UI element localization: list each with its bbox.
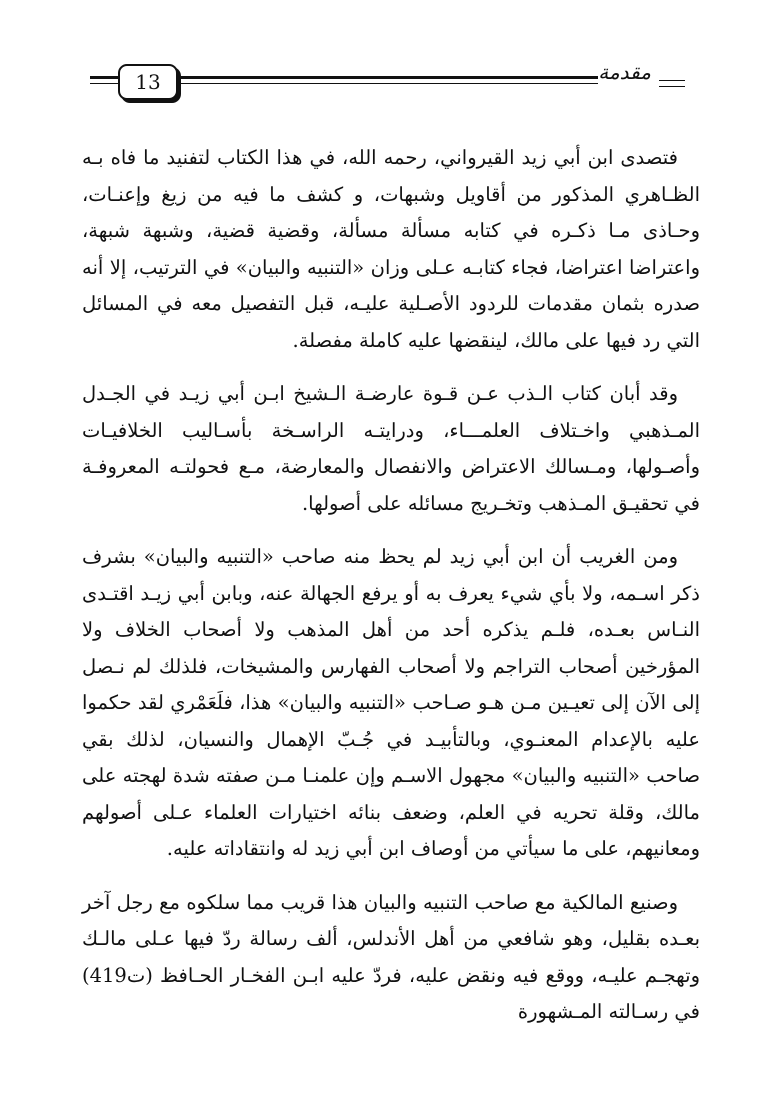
paragraph: فتصدى ابن أبي زيد القيرواني، رحمه الله، في هذا الكتاب لتفنيد ما فاه بـه الظـاهري المذكور من أقاويل وشبهات، و كشف ما فيه من زيغ وإعنـات، وحـاذى مـا ذكـره في كتابه مسألة مسألة، وقضية قضية، وشبهة شبهة، واعتراضا اعتراضا، فجاء كتابـه عـلى وزان «التنبيه والبيان» في الترتيب، إلا أنه صدره بثمان مقدمات للردود الأصـلية عليـه، قبل التفصيل معه في المسائل التي رد فيها على مالك، لينقضها عليه كاملة مفصلة. xyxy=(82,146,700,352)
paragraph: ومن الغريب أن ابن أبي زيد لم يحظ منه صاحب «التنبيه والبيان» بشرف ذكر اسـمه، ولا بأي شيء يعرف به أو يرفع الجهالة عنه، وبابن أبي زيـد اقتـدى النـاس بعـده، فلـم يذكره أحد من أهل المذهب ولا أصحاب الخلاف ولا المؤرخين أصحاب التراجم ولا أصحاب الفهارس والمشيخات، فلذلك لم نـصل إلى الآن إلى تعيـين مـن هـو صـاحب «التنبيه والبيان» هذا، فلَعَمْري لقد حكموا عليه بالإعدام المعنـوي، وبالتأبيـد في جُـبّ الإهمال والنسيان، لذلك بقي صاحب «التنبيه والبيان» مجهول الاسـم وإن علمنـا مـن صفته شدة لهجته على مالك، وقلة تحريه في العلم، وضعف بنائه اختيارات العلماء عـلى أصولهم ومعانيهم، على ما سيأتي من أوصاف ابن أبي زيد له وانتقاداته عليه. xyxy=(82,545,700,860)
title-ornament-bottom xyxy=(659,86,685,87)
header-rule-thick xyxy=(180,76,598,79)
page-header xyxy=(0,0,759,110)
title-ornament-top xyxy=(659,80,685,81)
paragraph: وقد أبان كتاب الـذب عـن قـوة عارضـة الـشيخ ابـن أبي زيـد في الجـدل المـذهبي واخـتلاف العلمـــاء، ودرايتـه الراسـخة بأسـاليب الخلافيـات وأصـولها، ومـسالك الاعتراض والانفصال والمعارضة، مـع فحولتـه المعروفـة في تحقيـق المـذهب وتخـريج مسائله على أصولها. xyxy=(82,382,700,515)
page-number xyxy=(118,64,178,100)
paragraph: وصنيع المالكية مع صاحب التنبيه والبيان هذا قريب مما سلكوه مع رجل آخر بعـده بقليل، وهو شافعي من أهل الأندلس، ألف رسالة ردّ فيها عـلى مالـك وتهجـم عليـه، ووقع فيه ونقض عليه، فردّ عليه ابـن الفخـار الحـافظ (ت419) في رسـالته المـشهورة xyxy=(82,890,700,1023)
header-rule-left-thick xyxy=(90,76,118,79)
header-rule-left-thin xyxy=(90,83,118,84)
header-rule-thin xyxy=(180,83,598,84)
body-text xyxy=(82,140,700,1048)
page-number-text: 13 xyxy=(135,70,161,94)
section-title: مقدمة xyxy=(598,60,651,84)
